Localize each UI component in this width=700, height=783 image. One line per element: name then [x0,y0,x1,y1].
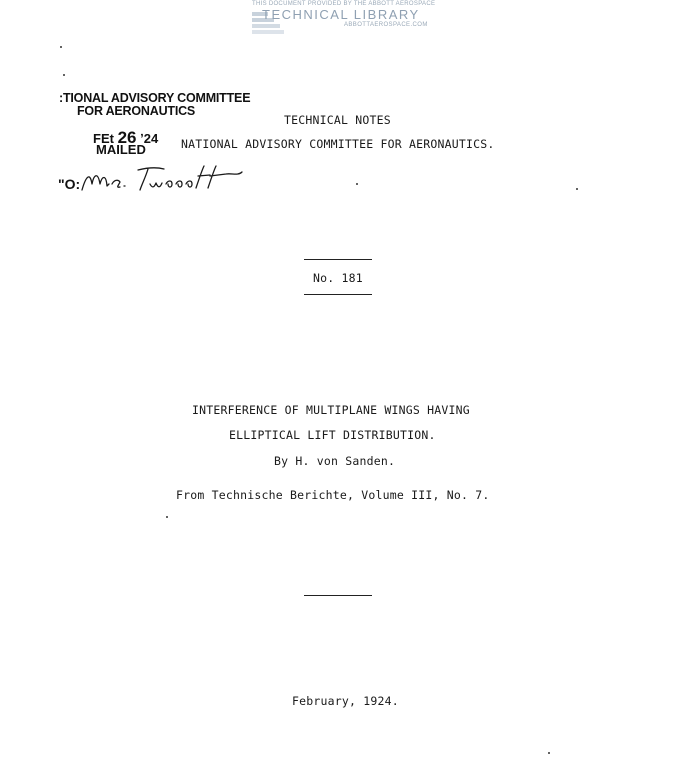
series-heading: TECHNICAL NOTES [284,113,391,127]
scan-speck [166,516,168,518]
stamp-committee-line: :TIONAL ADVISORY COMMITTEE [59,91,251,105]
scan-speck [548,752,550,754]
scan-speck [60,46,62,48]
stamp-date-day: 26 [117,128,137,147]
stamp-aeronautics-line: FOR AERONAUTICS [77,104,196,118]
title-line-1: INTERFERENCE OF MULTIPLANE WINGS HAVING [192,403,470,417]
document-date: February, 1924. [292,694,399,708]
divider-above-date [304,595,372,596]
title-line-2: ELLIPTICAL LIFT DISTRIBUTION. [229,428,436,442]
report-number: No. 181 [313,271,363,285]
scan-speck [576,188,578,190]
divider-above-number [304,259,372,260]
scan-speck [63,74,65,76]
stamp-to-label: "O: [58,176,81,192]
watermark-provided-by: THIS DOCUMENT PROVIDED BY THE ABBOTT AEROSPACE [252,1,436,7]
stamp-mailed: MAILED [96,142,146,157]
author-line: By H. von Sanden. [274,454,396,468]
scan-speck [356,183,358,185]
handwritten-signature [76,162,248,200]
divider-below-number [304,294,372,295]
watermark-library-name: TECHNICAL LIBRARY [262,7,420,22]
stamp-date-prefix: FEt [93,131,118,146]
stamp-date-year: ʼ24 [136,131,159,146]
committee-heading: NATIONAL ADVISORY COMMITTEE FOR AERONAUTICS. [181,137,495,151]
watermark-url: ABBOTTAEROSPACE.COM [344,22,428,28]
source-line: From Technische Berichte, Volume III, No. 7. [176,488,490,502]
